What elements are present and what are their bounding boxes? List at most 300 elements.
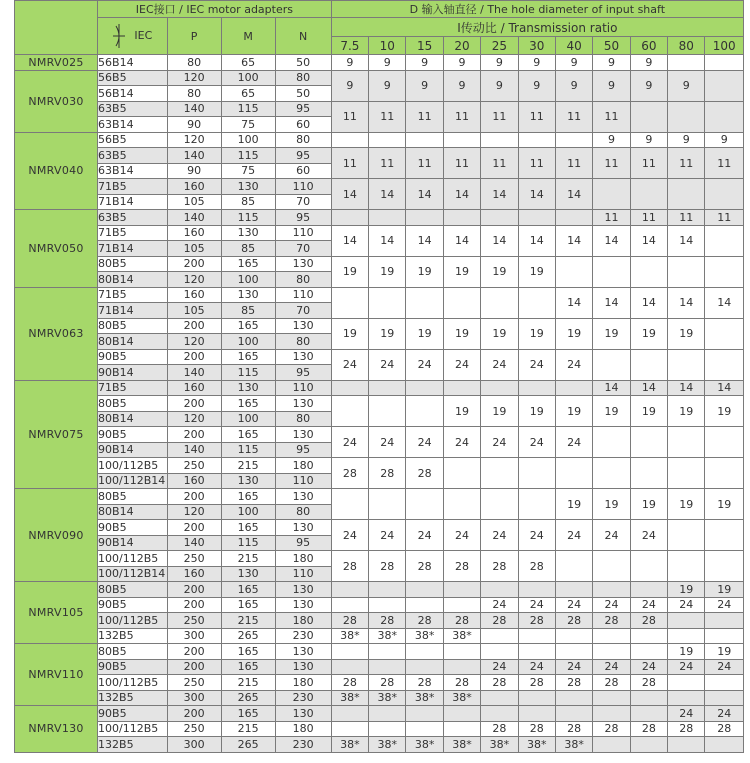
shaft-diameter-cell: 24 <box>705 659 744 675</box>
shaft-diameter-cell: 38* <box>369 628 406 644</box>
iec-code-cell: 56B14 <box>98 86 168 102</box>
shaft-diameter-cell <box>481 690 518 706</box>
shaft-diameter-cell: 11 <box>406 148 443 179</box>
shaft-diameter-cell: 28 <box>369 458 406 489</box>
shaft-diameter-cell <box>518 489 555 520</box>
shaft-diameter-cell <box>406 597 443 613</box>
shaft-diameter-cell <box>518 644 555 660</box>
shaft-diameter-cell <box>593 706 630 722</box>
table-row <box>15 551 744 567</box>
shaft-diameter-cell: 9 <box>630 132 667 148</box>
m-value-cell: 215 <box>221 551 275 567</box>
shaft-diameter-cell <box>443 659 480 675</box>
table-row <box>15 597 744 613</box>
shaft-diameter-cell: 11 <box>406 101 443 132</box>
p-value-cell: 200 <box>167 489 221 505</box>
shaft-diameter-cell: 24 <box>668 597 705 613</box>
shaft-diameter-cell <box>518 582 555 598</box>
n-value-cell: 180 <box>275 551 331 567</box>
n-value-cell: 130 <box>275 644 331 660</box>
shaft-diameter-cell: 28 <box>593 675 630 691</box>
iec-label: IEC <box>134 29 153 42</box>
shaft-diameter-cell <box>518 628 555 644</box>
shaft-diameter-cell <box>705 520 744 551</box>
shaft-diameter-cell <box>555 210 592 226</box>
m-value-cell: 100 <box>221 334 275 350</box>
shaft-diameter-cell <box>630 706 667 722</box>
shaft-diameter-cell <box>705 318 744 349</box>
n-value-cell: 130 <box>275 659 331 675</box>
iec-code-cell: 100/112B14 <box>98 474 166 488</box>
shaft-diameter-cell: 19 <box>369 318 406 349</box>
ratio-header-cell: 7.5 <box>331 37 368 55</box>
shaft-diameter-cell: 9 <box>705 132 744 148</box>
shaft-diameter-cell: 9 <box>668 132 705 148</box>
table-row <box>15 101 744 117</box>
shaft-diameter-cell: 11 <box>630 148 667 179</box>
n-value-cell: 110 <box>275 179 331 195</box>
model-name: NMRV105 <box>15 582 98 644</box>
shaft-diameter-cell: 28 <box>369 675 406 691</box>
shaft-diameter-cell: 19 <box>481 318 518 349</box>
shaft-diameter-cell: 28 <box>630 675 667 691</box>
shaft-diameter-cell: 14 <box>593 225 630 256</box>
iec-code-cell: 63B14 <box>98 117 168 133</box>
shaft-diameter-cell <box>481 210 518 226</box>
n-value-cell: 230 <box>275 737 331 753</box>
shaft-diameter-cell <box>555 644 592 660</box>
iec-code-cell: 100/112B5 <box>98 613 168 629</box>
shaft-diameter-cell: 19 <box>668 396 705 427</box>
iec-code-cell: 80B5 <box>98 489 168 505</box>
shaft-diameter-cell: 11 <box>481 101 518 132</box>
shaft-diameter-cell <box>555 132 592 148</box>
iec-code-cell: 80B14 <box>98 334 168 350</box>
m-value-cell: 165 <box>221 396 275 412</box>
table-row <box>15 380 744 396</box>
iec-code-cell: 100/112B14 <box>98 567 166 581</box>
shaft-diameter-cell: 14 <box>518 179 555 210</box>
shaft-diameter-cell: 19 <box>705 396 744 427</box>
p-value-cell: 90 <box>167 163 221 179</box>
shaft-diameter-cell <box>443 582 480 598</box>
shaft-diameter-cell: 9 <box>406 55 443 71</box>
shaft-diameter-cell: 19 <box>705 582 744 598</box>
shaft-diameter-cell: 19 <box>630 318 667 349</box>
p-value-cell: 200 <box>167 644 221 660</box>
shaft-diameter-cell: 19 <box>443 256 480 287</box>
iec-code-cell: 71B14 <box>98 241 168 257</box>
shaft-diameter-cell: 19 <box>331 318 368 349</box>
shaft-diameter-cell: 9 <box>555 70 592 101</box>
p-value-cell: 250 <box>167 551 221 567</box>
shaft-diameter-cell: 11 <box>443 101 480 132</box>
shaft-diameter-cell: 19 <box>705 489 744 520</box>
shaft-diameter-cell: 11 <box>481 148 518 179</box>
n-value-cell: 70 <box>275 194 331 210</box>
shaft-diameter-cell: 11 <box>369 148 406 179</box>
table-row <box>15 256 744 272</box>
shaft-diameter-cell: 28 <box>518 675 555 691</box>
shaft-diameter-cell <box>668 349 705 380</box>
shaft-diameter-cell: 14 <box>331 179 368 210</box>
shaft-diameter-cell: 28 <box>481 721 518 737</box>
shaft-diameter-cell: 24 <box>481 520 518 551</box>
shaft-diameter-cell <box>668 675 705 691</box>
shaft-diameter-cell <box>331 659 368 675</box>
n-value-cell: 80 <box>275 411 331 427</box>
table-row <box>15 721 744 737</box>
p-value-cell: 200 <box>167 659 221 675</box>
shaft-diameter-cell <box>668 737 705 753</box>
shaft-diameter-cell <box>630 458 667 489</box>
n-value-cell: 180 <box>275 458 331 474</box>
shaft-diameter-cell <box>705 628 744 644</box>
p-value-cell: 80 <box>167 55 221 71</box>
iec-code-cell: 90B5 <box>98 427 168 443</box>
shaft-diameter-cell: 11 <box>518 101 555 132</box>
shaft-diameter-cell: 24 <box>555 597 592 613</box>
m-value-cell: 85 <box>221 303 275 319</box>
shaft-diameter-cell: 14 <box>406 179 443 210</box>
shaft-diameter-cell: 28 <box>518 721 555 737</box>
shaft-diameter-cell: 11 <box>705 148 744 179</box>
p-value-cell: 120 <box>167 272 221 288</box>
shaft-diameter-cell: 14 <box>630 287 667 318</box>
shaft-diameter-cell: 24 <box>630 520 667 551</box>
shaft-diameter-cell: 19 <box>630 489 667 520</box>
iec-code-cell: 100/112B5 <box>98 721 168 737</box>
shaft-diameter-cell <box>481 380 518 396</box>
p-value-cell: 250 <box>167 675 221 691</box>
shaft-diameter-cell <box>331 721 368 737</box>
table-row <box>15 396 744 412</box>
shaft-diameter-cell <box>555 256 592 287</box>
shaft-diameter-cell <box>555 690 592 706</box>
shaft-diameter-cell: 38* <box>481 737 518 753</box>
shaft-diameter-cell <box>331 706 368 722</box>
table-row <box>15 489 744 505</box>
shaft-diameter-cell: 19 <box>481 256 518 287</box>
shaft-diameter-cell <box>406 210 443 226</box>
shaft-diameter-cell: 19 <box>518 256 555 287</box>
m-value-cell: 165 <box>221 318 275 334</box>
shaft-diameter-cell: 19 <box>406 318 443 349</box>
n-value-cell: 50 <box>275 86 331 102</box>
shaft-diameter-cell <box>481 706 518 722</box>
iec-code-cell: 80B5 <box>98 256 168 272</box>
model-name: NMRV040 <box>15 132 98 210</box>
m-value-cell: 165 <box>221 706 275 722</box>
shaft-diameter-cell <box>406 287 443 318</box>
shaft-diameter-cell: 19 <box>668 318 705 349</box>
iec-code-cell: 80B5 <box>98 644 168 660</box>
shaft-diameter-cell: 28 <box>406 613 443 629</box>
shaft-diameter-cell <box>668 179 705 210</box>
shaft-diameter-cell: 28 <box>555 613 592 629</box>
ratio-header-cell: 30 <box>518 37 555 55</box>
ratio-header-cell: 25 <box>481 37 518 55</box>
shaft-diameter-cell: 11 <box>331 148 368 179</box>
n-value-cell: 95 <box>275 101 331 117</box>
table-row <box>15 628 744 644</box>
shaft-diameter-cell <box>406 644 443 660</box>
m-value-cell: 265 <box>221 690 275 706</box>
iec-code-cell: 56B5 <box>98 132 168 148</box>
shaft-diameter-cell: 19 <box>481 396 518 427</box>
shaft-diameter-cell <box>518 380 555 396</box>
n-value-cell: 130 <box>275 489 331 505</box>
shaft-diameter-cell: 9 <box>331 55 368 71</box>
p-value-cell: 200 <box>167 318 221 334</box>
m-value-cell: 130 <box>221 225 275 241</box>
p-value-cell: 105 <box>167 241 221 257</box>
shaft-diameter-cell <box>593 628 630 644</box>
shaft-diameter-cell: 19 <box>518 396 555 427</box>
shaft-diameter-cell <box>668 690 705 706</box>
shaft-diameter-cell <box>630 256 667 287</box>
shaft-diameter-cell <box>481 458 518 489</box>
ratio-header-cell: 10 <box>369 37 406 55</box>
shaft-diameter-cell: 24 <box>331 427 368 458</box>
shaft-diameter-cell: 38* <box>555 737 592 753</box>
iec-code-cell: 80B14 <box>98 411 168 427</box>
n-value-cell: 110 <box>275 380 331 396</box>
p-value-cell: 200 <box>167 582 221 598</box>
shaft-diameter-cell: 24 <box>443 427 480 458</box>
shaft-diameter-cell: 11 <box>518 148 555 179</box>
p-value-cell: 140 <box>167 148 221 164</box>
shaft-diameter-cell: 24 <box>705 597 744 613</box>
shaft-diameter-cell: 28 <box>705 721 744 737</box>
shaft-diameter-cell <box>705 458 744 489</box>
shaft-diameter-cell <box>481 287 518 318</box>
shaft-diameter-cell <box>630 349 667 380</box>
shaft-diameter-cell: 9 <box>668 70 705 101</box>
n-value-cell: 110 <box>275 473 331 489</box>
n-value-cell: 110 <box>275 225 331 241</box>
transmission-ratio-header: I传动比 / Transmission ratio <box>331 18 743 37</box>
iec-code-cell: 80B14 <box>98 272 168 288</box>
shaft-diameter-cell <box>331 132 368 148</box>
shaft-diameter-cell <box>443 706 480 722</box>
m-value-cell: 165 <box>221 349 275 365</box>
table-row <box>15 55 744 71</box>
table-row <box>15 458 744 474</box>
p-value-cell: 120 <box>167 132 221 148</box>
table-row <box>15 427 744 443</box>
shaft-diameter-cell: 19 <box>555 489 592 520</box>
shaft-diameter-cell: 28 <box>443 675 480 691</box>
n-value-cell: 70 <box>275 303 331 319</box>
iec-code-cell: 90B5 <box>98 597 168 613</box>
iec-code-cell: 90B14 <box>98 365 168 381</box>
shaft-diameter-cell <box>705 427 744 458</box>
shaft-diameter-cell: 24 <box>369 427 406 458</box>
shaft-diameter-cell: 14 <box>630 380 667 396</box>
iec-code-cell: 63B5 <box>98 148 168 164</box>
shaft-diameter-cell <box>331 582 368 598</box>
shaft-diameter-cell: 14 <box>668 380 705 396</box>
shaft-diameter-cell <box>369 396 406 427</box>
shaft-diameter-cell: 24 <box>406 349 443 380</box>
table-row <box>15 318 744 334</box>
shaft-diameter-cell: 19 <box>406 256 443 287</box>
shaft-diameter-cell: 9 <box>443 70 480 101</box>
m-value-cell: 65 <box>221 55 275 71</box>
n-value-cell: 80 <box>275 272 331 288</box>
p-value-cell: 120 <box>167 411 221 427</box>
shaft-diameter-cell: 19 <box>518 318 555 349</box>
table-row <box>15 132 744 148</box>
shaft-diameter-cell <box>668 101 705 132</box>
n-value-cell: 95 <box>275 210 331 226</box>
p-value-cell: 140 <box>167 210 221 226</box>
shaft-diameter-cell <box>668 427 705 458</box>
p-value-cell: 200 <box>167 427 221 443</box>
model-name: NMRV130 <box>15 706 98 753</box>
shaft-diameter-cell <box>406 380 443 396</box>
iec-code-cell: 90B5 <box>98 520 168 536</box>
shaft-diameter-cell: 14 <box>705 287 744 318</box>
n-value-cell: 130 <box>275 318 331 334</box>
m-value-cell: 130 <box>221 566 275 582</box>
shaft-diameter-cell: 28 <box>369 613 406 629</box>
table-row <box>15 690 744 706</box>
shaft-diameter-cell: 9 <box>406 70 443 101</box>
shaft-diameter-cell <box>331 597 368 613</box>
shaft-diameter-cell: 38* <box>443 628 480 644</box>
n-value-cell: 80 <box>275 70 331 86</box>
shaft-diameter-cell: 19 <box>443 396 480 427</box>
shaft-diameter-cell <box>443 644 480 660</box>
shaft-diameter-cell: 28 <box>481 613 518 629</box>
shaft-diameter-cell: 28 <box>518 551 555 582</box>
shaft-diameter-cell: 9 <box>481 70 518 101</box>
table-row <box>15 659 744 675</box>
n-value-cell: 60 <box>275 117 331 133</box>
shaft-diameter-cell <box>593 427 630 458</box>
shaft-diameter-cell: 14 <box>555 287 592 318</box>
shaft-diameter-cell: 28 <box>406 551 443 582</box>
ratio-header-cell: 20 <box>443 37 480 55</box>
m-value-cell: 165 <box>221 489 275 505</box>
shaft-diameter-cell: 9 <box>369 55 406 71</box>
shaft-diameter-cell: 28 <box>443 613 480 629</box>
shaft-diameter-cell <box>331 644 368 660</box>
iec-code-cell: 90B5 <box>98 349 168 365</box>
table-row <box>15 737 744 753</box>
shaft-diameter-cell: 19 <box>443 318 480 349</box>
shaft-diameter-cell <box>593 458 630 489</box>
shaft-diameter-cell <box>369 582 406 598</box>
shaft-diameter-cell: 14 <box>443 179 480 210</box>
m-value-cell: 265 <box>221 628 275 644</box>
p-value-cell: 105 <box>167 194 221 210</box>
iec-code-cell: 56B14 <box>98 55 168 71</box>
n-value-cell: 130 <box>275 427 331 443</box>
shaft-diameter-cell: 9 <box>630 55 667 71</box>
p-value-cell: 120 <box>167 504 221 520</box>
m-value-cell: 215 <box>221 458 275 474</box>
p-value-cell: 140 <box>167 535 221 551</box>
shaft-diameter-cell: 38* <box>443 737 480 753</box>
m-value-cell: 100 <box>221 132 275 148</box>
shaft-diameter-cell <box>555 706 592 722</box>
m-value-cell: 115 <box>221 365 275 381</box>
shaft-diameter-cell: 24 <box>369 349 406 380</box>
iec-code-cell: 90B5 <box>98 706 168 722</box>
shaft-diameter-cell: 38* <box>369 737 406 753</box>
shaft-diameter-cell: 11 <box>331 101 368 132</box>
m-value-cell: 215 <box>221 721 275 737</box>
shaft-diameter-cell <box>593 551 630 582</box>
shaft-diameter-cell: 19 <box>331 256 368 287</box>
shaft-diameter-cell <box>630 690 667 706</box>
iec-code-cell: 80B5 <box>98 318 168 334</box>
shaft-diameter-cell <box>593 179 630 210</box>
shaft-diameter-cell: 14 <box>443 225 480 256</box>
shaft-diameter-cell: 14 <box>593 287 630 318</box>
shaft-diameter-cell <box>443 287 480 318</box>
shaft-diameter-cell: 38* <box>369 690 406 706</box>
m-value-cell: 75 <box>221 163 275 179</box>
iec-column-header <box>98 18 168 55</box>
model-header-blank <box>15 1 98 55</box>
shaft-diameter-cell: 28 <box>630 721 667 737</box>
shaft-diameter-cell <box>443 458 480 489</box>
shaft-diameter-cell: 19 <box>593 318 630 349</box>
shaft-diameter-cell: 24 <box>555 659 592 675</box>
p-value-cell: 105 <box>167 303 221 319</box>
iec-code-cell: 132B5 <box>98 690 168 706</box>
shaft-diameter-cell: 11 <box>593 101 630 132</box>
m-value-cell: 115 <box>221 148 275 164</box>
shaft-diameter-cell <box>481 628 518 644</box>
shaft-diameter-cell: 24 <box>481 349 518 380</box>
shaft-diameter-cell <box>630 582 667 598</box>
shaft-diameter-cell <box>369 644 406 660</box>
shaft-diameter-cell <box>705 101 744 132</box>
shaft-diameter-cell: 9 <box>518 55 555 71</box>
n-value-cell: 130 <box>275 582 331 598</box>
shaft-diameter-cell: 28 <box>406 458 443 489</box>
shaft-diameter-cell: 11 <box>668 210 705 226</box>
shaft-diameter-cell: 28 <box>668 721 705 737</box>
shaft-diameter-cell: 19 <box>555 396 592 427</box>
p-value-cell: 140 <box>167 442 221 458</box>
n-value-cell: 110 <box>275 287 331 303</box>
ratio-header-cell: 100 <box>705 37 744 55</box>
p-value-cell: 160 <box>167 473 221 489</box>
shaft-diameter-cell: 28 <box>481 551 518 582</box>
shaft-diameter-cell <box>593 349 630 380</box>
shaft-diameter-cell <box>593 737 630 753</box>
m-value-cell: 65 <box>221 86 275 102</box>
shaft-diameter-cell <box>481 644 518 660</box>
p-value-cell: 80 <box>167 86 221 102</box>
shaft-diameter-cell <box>555 458 592 489</box>
shaft-diameter-cell <box>668 613 705 629</box>
shaft-diameter-cell: 28 <box>331 458 368 489</box>
shaft-diameter-cell: 9 <box>593 132 630 148</box>
shaft-diameter-cell: 24 <box>668 659 705 675</box>
shaft-diameter-cell <box>630 644 667 660</box>
shaft-diameter-cell <box>406 706 443 722</box>
shaft-diameter-cell: 38* <box>331 690 368 706</box>
iec-code-cell: 56B5 <box>98 70 168 86</box>
shaft-diameter-cell <box>369 380 406 396</box>
